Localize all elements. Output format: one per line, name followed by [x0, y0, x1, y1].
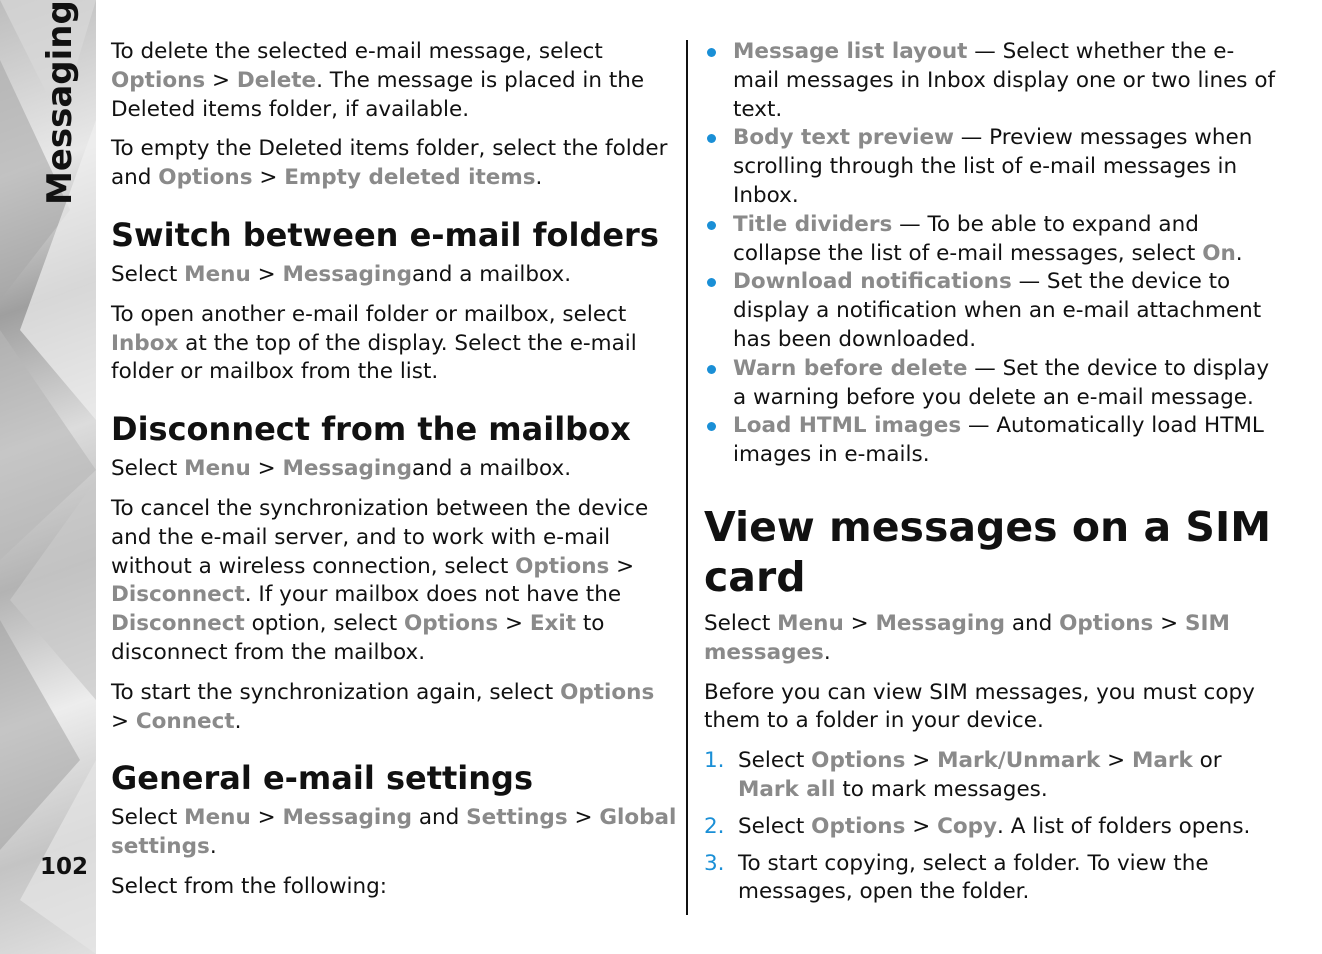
bullet-icon	[707, 48, 716, 57]
bullet-icon	[707, 278, 716, 287]
heading-switch-folders: Switch between e-mail folders	[111, 215, 659, 254]
column-divider	[686, 40, 688, 915]
paragraph-empty-deleted: To empty the Deleted items folder, select the folder and Options > Empty deleted items.	[111, 136, 668, 191]
list-item: Title dividers — To be able to expand and collapse the list of e-mail messages, select On.	[704, 211, 1279, 269]
step-item: 3. To start copying, select a folder. To view the messages, open the folder.	[704, 850, 1209, 905]
steps-list	[704, 747, 1279, 907]
paragraph-select-mailbox-2: Select Menu > Messagingand a mailbox.	[111, 456, 572, 482]
heading-general-settings: General e-mail settings	[111, 759, 533, 798]
paragraph-start-sync: To start the synchronization again, select Options > Connect.	[111, 679, 655, 734]
bullet-icon	[707, 134, 716, 143]
step-item: 1. Select Options > Mark/Unmark > Mark or Mark all to mark messages.	[704, 748, 1222, 802]
list-item: Body text preview — Preview messages when scrolling through the list of e-mail messages in Inbox.	[704, 124, 1279, 210]
list-item: Download notifications — Set the device to display a notification when an e-mail attachment has been downloaded.	[704, 268, 1279, 354]
bullet-icon	[707, 221, 716, 230]
paragraph-open-folder: To open another e-mail folder or mailbox, select Inbox at the top of the display. Select the e-mail folder or mailbox from the list.	[111, 301, 637, 385]
paragraph-select-sim: Select Menu > Messaging and Options > SIM messages.	[704, 610, 1230, 665]
list-item: Message list layout — Select whether the e-mail messages in Inbox display one or two lines of text.	[704, 38, 1279, 124]
settings-list	[704, 38, 1279, 470]
heading-sim-messages: View messages on a SIM card	[704, 502, 1272, 601]
heading-disconnect: Disconnect from the mailbox	[111, 410, 631, 449]
paragraph-before-view: Before you can view SIM messages, you must copy them to a folder in your device.	[704, 679, 1255, 734]
list-item: Load HTML images — Automatically load HTML images in e-mails.	[704, 412, 1279, 470]
paragraph-cancel-sync: To cancel the synchronization between the device and the e-mail server, and to work with e-mail without a wireless connection, select Options > Disconnect. If your mailbox does not have the Disconnect option, select Options > Exit to disconnect from the mailbox.	[111, 495, 649, 665]
paragraph-select-following: Select from the following:	[111, 873, 388, 899]
menu-path-delete: Delete	[236, 67, 317, 93]
paragraph-delete: To delete the selected e-mail message, select Options > Delete. The message is placed in the Deleted items folder, if available.	[111, 39, 645, 122]
bullet-icon	[707, 422, 716, 431]
menu-path-options: Options	[111, 67, 206, 93]
bullet-icon	[707, 365, 716, 374]
section-title: Messaging	[40, 0, 80, 205]
step-item: 2. Select Options > Copy. A list of folders opens.	[704, 813, 1251, 839]
paragraph-global-settings: Select Menu > Messaging and Settings > Global settings.	[111, 805, 677, 860]
left-column	[111, 38, 677, 913]
right-column	[704, 38, 1279, 915]
paragraph-select-mailbox: Select Menu > Messagingand a mailbox.	[111, 261, 572, 287]
list-item: Warn before delete — Set the device to display a warning before you delete an e-mail message.	[704, 355, 1279, 413]
page-number: 102	[40, 854, 89, 880]
